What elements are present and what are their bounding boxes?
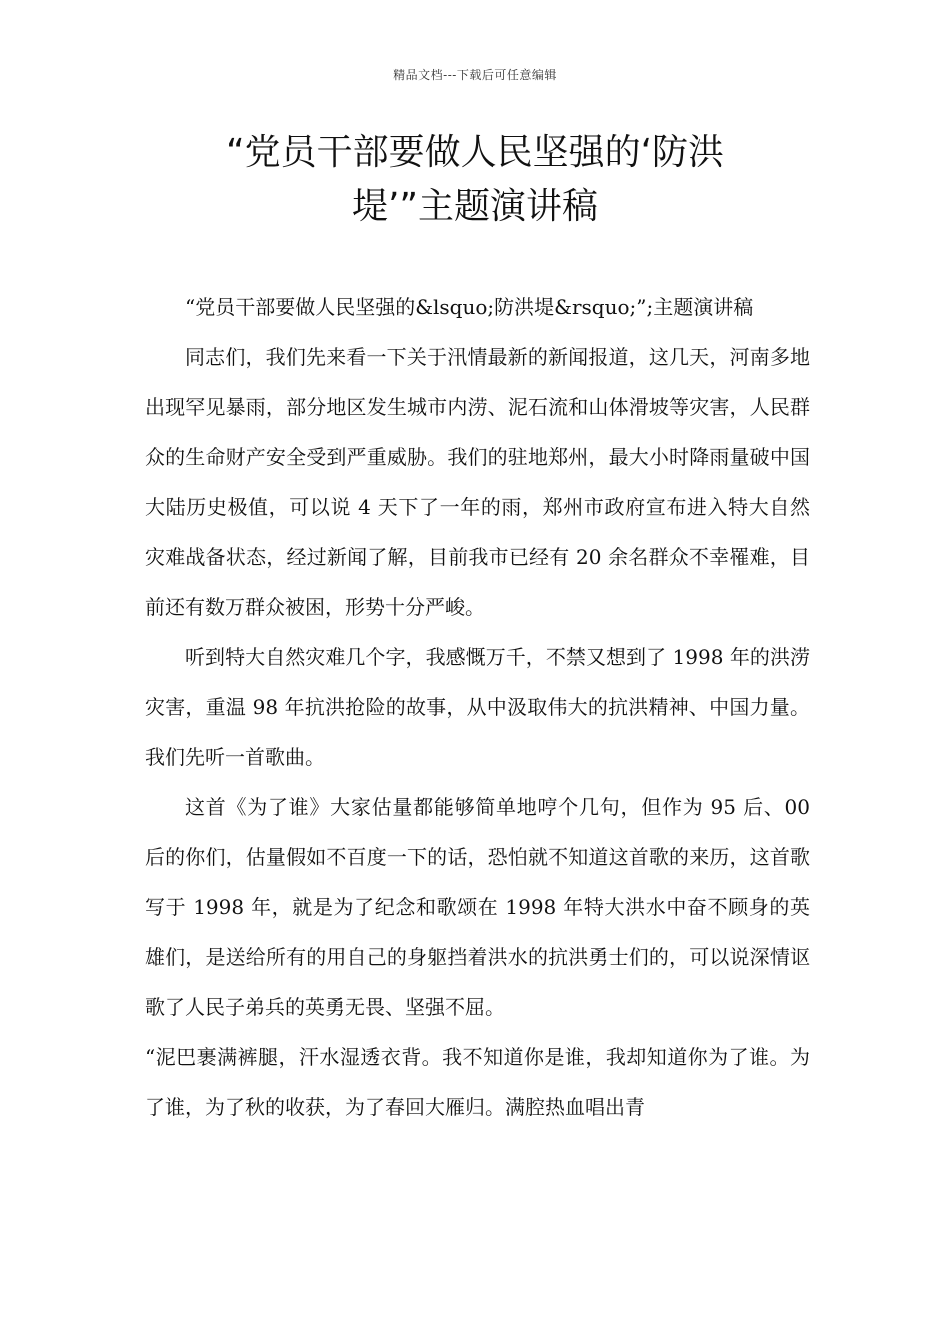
document-body xyxy=(145,282,810,1132)
title-line-1: “党员干部要做人民坚强的‘防洪 xyxy=(225,132,725,173)
title-line-2: 堤’”主题演讲稿 xyxy=(351,186,599,227)
paragraph: 听到特大自然灾难几个字，我感慨万千，不禁又想到了 1998 年的洪涝灾害，重温 98 年抗洪抢险的故事，从中汲取伟大的抗洪精神、中国力量。我们先听一首歌曲。 xyxy=(145,645,810,769)
paragraph-subtitle: “党员干部要做人民坚强的&lsquo;防洪堤&rsquo;”;主题演讲稿 xyxy=(185,295,754,319)
paragraph-lyrics: “泥巴裹满裤腿，汗水湿透衣背。我不知道你是谁，我却知道你为了谁。为了谁，为了秋的收获，为了春回大雁归。满腔热血唱出青 xyxy=(145,1045,810,1119)
page-header-note: 精品文档---下载后可任意编辑 xyxy=(393,68,557,82)
paragraph: 这首《为了谁》大家估量都能够简单地哼个几句，但作为 95 后、00 后的你们，估量假如不百度一下的话，恐怕就不知道这首歌的来历，这首歌写于 1998 年，就是为了纪念和歌颂在 1998 年特大洪水中奋不顾身的英雄们，是送给所有的用自己的身躯挡着洪水的抗洪勇士们的，可以说深情讴歌了人民子弟兵的英勇无畏、坚强不屈。 xyxy=(145,795,810,1019)
document-title xyxy=(150,126,800,234)
paragraph: 同志们，我们先来看一下关于汛情最新的新闻报道，这几天，河南多地出现罕见暴雨，部分地区发生城市内涝、泥石流和山体滑坡等灾害，人民群众的生命财产安全受到严重威胁。我们的驻地郑州，最大小时降雨量破中国大陆历史极值，可以说 4 天下了一年的雨，郑州市政府宣布进入特大自然灾难战备状态，经过新闻了解，目前我市已经有 20 余名群众不幸罹难，目前还有数万群众被困，形势十分严峻。 xyxy=(145,345,810,619)
